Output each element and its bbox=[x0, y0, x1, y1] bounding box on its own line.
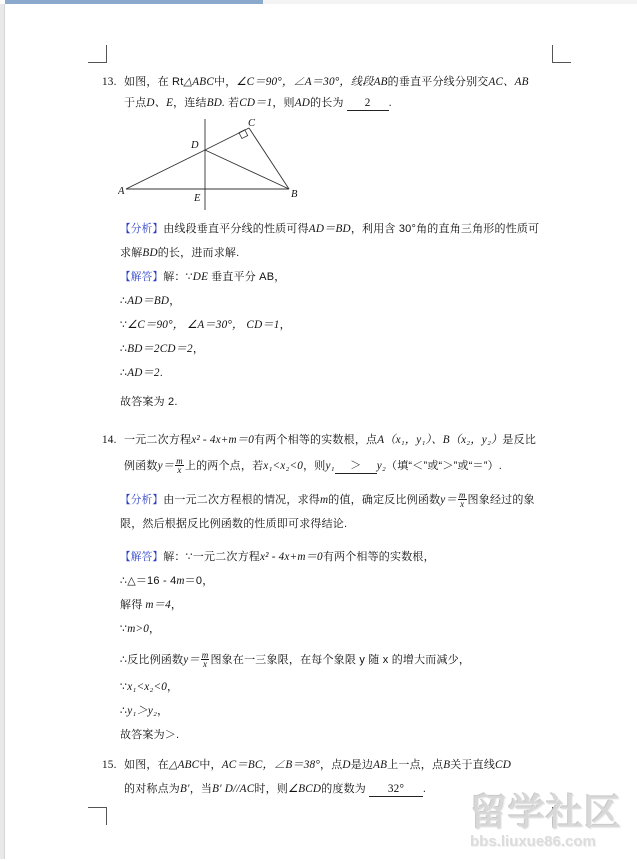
problem-15-number: 15. bbox=[102, 759, 117, 771]
p14-sol-1-math: m bbox=[176, 575, 185, 587]
problem-14-solution-line-7 bbox=[120, 704, 168, 718]
p13-l2-c: ，连结 bbox=[173, 97, 207, 109]
p14-an-1a: 由一元二次方程根的情况，求得 bbox=[163, 494, 320, 506]
p14-an-1m: m bbox=[320, 494, 329, 506]
p14-fraction-m-over-x bbox=[175, 457, 184, 474]
viewer-progress-bar[interactable] bbox=[5, 0, 263, 4]
problem-14-answer-blank[interactable]: ＞ bbox=[335, 459, 377, 474]
p15-l2-g: 的度数为 bbox=[321, 783, 367, 795]
p13-sol-2-suf: ， bbox=[279, 319, 291, 331]
problem-14-final-answer bbox=[120, 728, 179, 742]
p14-sol-0-b: 有两个相等的实数根， bbox=[322, 551, 435, 563]
p15-l2-b: B′ bbox=[180, 783, 190, 795]
p15-l1-k: 关于直线 bbox=[450, 759, 496, 771]
problem-14-solution-line-2 bbox=[120, 574, 213, 588]
p14-sol-5-a: ∵ bbox=[120, 681, 128, 693]
p13-l1-d: ∠C＝90°，∠A＝30°，线段 bbox=[236, 76, 374, 88]
problem-14-stem-line-1 bbox=[102, 433, 536, 447]
p13-l2-a: 于点 bbox=[124, 97, 147, 109]
p14-frac-denominator: x bbox=[177, 465, 182, 475]
p13-l2-b: D、E bbox=[146, 97, 174, 109]
svg-text:C: C bbox=[248, 118, 256, 129]
problem-14-solution-line-3 bbox=[120, 598, 182, 612]
problem-14-solution-line-4 bbox=[120, 622, 160, 636]
p14-sol-0-a: 解：∵一元二次方程 bbox=[163, 551, 260, 563]
p14-l2-d: （填“＜”或“＞”或“＝”）. bbox=[386, 460, 503, 472]
watermark-url-text: bbs.liuxue86.com bbox=[470, 833, 596, 850]
p14-l2-c: ，则 bbox=[303, 460, 326, 472]
p15-l1-e: ，点 bbox=[320, 759, 343, 771]
p15-l2-h: . bbox=[423, 783, 427, 795]
problem-13-solution-line-2 bbox=[120, 294, 180, 308]
p13-l1-a: 如图，在 Rt bbox=[124, 76, 184, 88]
p13-sol-2-pre: ∵ bbox=[120, 319, 128, 331]
p14-sol-5-b: ， bbox=[167, 681, 179, 693]
p14-sol-2-b: ， bbox=[170, 599, 183, 611]
problem-14-solution-line-5 bbox=[120, 651, 470, 668]
problem-13-answer-blank[interactable]: 2 bbox=[347, 96, 389, 111]
problem-13-solution-line-5 bbox=[120, 366, 163, 380]
p13-an-2b: 的长，进而求解. bbox=[157, 247, 240, 259]
p13-l2-i: 的长为 bbox=[310, 97, 344, 109]
p14-an-1fn: y＝ bbox=[440, 494, 457, 506]
problem-14-stem-line-2 bbox=[124, 457, 502, 474]
p13-sol-5-suf: 故答案为 2. bbox=[120, 396, 178, 408]
p14-sol-2-a: 解得 bbox=[120, 599, 143, 611]
svg-text:A: A bbox=[118, 186, 125, 197]
p15-l1-f: D bbox=[342, 759, 351, 771]
p14-sol-4-math: y＝ bbox=[183, 654, 200, 666]
p14-sol-4-a: ∴反比例函数 bbox=[120, 654, 184, 666]
p14-solution-fraction-m-over-x bbox=[201, 651, 210, 668]
problem-15-stem-line-1 bbox=[102, 758, 511, 772]
p14-solution-tag: 【解答】 bbox=[120, 551, 164, 563]
p14-sol-2-math: m＝4 bbox=[145, 599, 171, 611]
problem-13-analysis-line-2 bbox=[120, 246, 239, 260]
p14-l1-b: 有两个相等的实数根，点 bbox=[254, 434, 378, 446]
p14-sol-frac-denominator: x bbox=[203, 659, 208, 669]
p15-l1-i: 上一点，点 bbox=[387, 759, 444, 771]
p15-l2-a: 的对称点为 bbox=[124, 783, 180, 795]
p14-sol-6-a: ∴ bbox=[120, 705, 128, 717]
p13-solution-tag: 【解答】 bbox=[120, 271, 164, 283]
p14-l2-a: 例函数 bbox=[124, 460, 158, 472]
p14-l2-y2: y₂ bbox=[376, 460, 387, 472]
p14-sol-4-b: 图象在一三象限，在每个象限 y 随 x 的增大而减少， bbox=[210, 654, 471, 666]
p14-an-2: 限，然后根据反比例函数的性质即可求得结论. bbox=[120, 518, 348, 530]
p14-l2-fn: y＝ bbox=[157, 460, 175, 472]
p13-an-1a: 由线段垂直平分线的性质可得 bbox=[163, 223, 309, 235]
p13-sol-4-pre: ∴ bbox=[120, 367, 128, 379]
p15-l1-c: 中， bbox=[199, 759, 222, 771]
p14-an-1b: 的值，确定反比例函数 bbox=[328, 494, 441, 506]
p13-l2-j: . bbox=[388, 97, 392, 109]
viewer-top-strip bbox=[263, 0, 637, 4]
p13-l2-g: ，则 bbox=[272, 97, 295, 109]
p13-l1-b: △ABC bbox=[183, 76, 215, 88]
problem-13-analysis-line-1 bbox=[120, 222, 539, 236]
problem-14-number: 14. bbox=[102, 434, 117, 446]
problem-15-answer-blank[interactable]: 32° bbox=[369, 782, 423, 797]
p13-l2-f: CD＝1 bbox=[239, 97, 273, 109]
p13-sol-0-suf: 垂直平分 AB， bbox=[211, 271, 286, 283]
problem-13-stem-line-2 bbox=[124, 96, 392, 111]
problem-14-analysis-line-1 bbox=[120, 491, 535, 508]
p14-sol-3-b: ， bbox=[149, 623, 161, 635]
problem-13-solution-line-3 bbox=[120, 318, 291, 332]
problem-14-analysis-line-2 bbox=[120, 517, 347, 531]
p15-l1-a: 如图，在 bbox=[124, 759, 169, 771]
p13-sol-3-pre: ∴ bbox=[120, 343, 128, 355]
problem-13-stem-line-1 bbox=[102, 75, 529, 89]
p14-frac-numerator: m bbox=[176, 456, 183, 466]
document-content bbox=[6, 5, 637, 859]
p14-sol-frac-numerator: m bbox=[201, 650, 209, 660]
p15-l2-e: 时，则 bbox=[254, 783, 288, 795]
p13-sol-0-pre: 解：∵ bbox=[163, 271, 193, 283]
p14-l2-ineq: x₁<x₂<0 bbox=[263, 460, 304, 472]
problem-13-solution-line-1 bbox=[120, 270, 285, 284]
p14-sol-6-math: y₁＞y₂ bbox=[127, 705, 158, 717]
p13-sol-0-math: DE bbox=[192, 271, 209, 283]
p14-l2-b: 上的两个点，若 bbox=[184, 460, 264, 472]
problem-13-figure bbox=[118, 117, 323, 212]
p14-l2-y1: y₁ bbox=[325, 460, 335, 472]
p14-sol-3-a: ∵ bbox=[120, 623, 128, 635]
problem-13-final-answer bbox=[120, 395, 178, 409]
p15-l2-f: ∠BCD bbox=[287, 783, 322, 795]
p13-sol-3-math: BD＝2CD＝2 bbox=[127, 343, 193, 355]
p15-l2-c: ，当 bbox=[189, 783, 213, 795]
p15-l1-d: AC＝BC，∠B＝38° bbox=[221, 759, 321, 771]
p13-an-2m: BD bbox=[142, 247, 158, 259]
p13-an-1m: AD＝BD bbox=[308, 223, 351, 235]
p13-l1-e: AB bbox=[373, 76, 388, 88]
p14-l1-a: 一元二次方程 bbox=[124, 434, 192, 446]
p13-sol-3-suf: ， bbox=[192, 343, 205, 355]
document-page bbox=[6, 5, 637, 859]
p14-l1-eq: x² - 4x+m＝0 bbox=[191, 434, 255, 446]
p13-l1-g: AC、AB bbox=[488, 76, 529, 88]
p13-l2-d: BD. bbox=[206, 97, 226, 109]
p13-an-2a: 求解 bbox=[120, 247, 143, 259]
p15-l1-h: AB bbox=[373, 759, 388, 771]
p13-analysis-tag: 【分析】 bbox=[120, 223, 164, 235]
p13-sol-2-math: ∠C＝90°， ∠A＝30°， CD＝1 bbox=[127, 319, 280, 331]
problem-15-stem-line-2 bbox=[124, 782, 426, 797]
p14-an-1c: 图象经过的象 bbox=[467, 494, 535, 506]
p13-l2-e: 若 bbox=[228, 97, 240, 109]
p15-l2-d: B′ D//AC bbox=[212, 783, 255, 795]
p14-sol-3-math: m>0 bbox=[127, 623, 150, 635]
p13-l2-h: AD bbox=[294, 97, 311, 109]
svg-text:E: E bbox=[194, 193, 201, 204]
p13-l1-c: 中， bbox=[214, 76, 237, 88]
p14-l1-c: 是反比 bbox=[502, 434, 537, 446]
p15-l1-b: △ABC bbox=[168, 759, 200, 771]
p13-sol-4-math: AD＝2 bbox=[127, 367, 160, 379]
p15-l1-j: B bbox=[443, 759, 451, 771]
svg-text:B: B bbox=[291, 189, 298, 200]
p14-sol-5-math: x₁<x₂<0 bbox=[127, 681, 168, 693]
p14-an-frac-numerator: m bbox=[458, 490, 466, 500]
p14-sol-0-math: x² - 4x+m＝0 bbox=[260, 551, 323, 563]
problem-14-solution-line-6 bbox=[120, 680, 178, 694]
p14-analysis-tag: 【分析】 bbox=[120, 494, 164, 506]
p13-sol-1-suf: ， bbox=[169, 295, 181, 307]
p15-l1-l: CD bbox=[495, 759, 511, 771]
p13-sol-1-math: AD＝BD bbox=[127, 295, 170, 307]
p13-an-1b: ，利用含 30°角的直角三角形的性质可 bbox=[350, 223, 540, 235]
p15-l1-g: 是边 bbox=[350, 759, 374, 771]
problem-13-solution-line-4 bbox=[120, 342, 204, 356]
problem-13-number: 13. bbox=[102, 76, 117, 88]
p13-sol-4-suf: . bbox=[159, 367, 163, 379]
p14-sol-1-b: ＝0， bbox=[184, 575, 214, 587]
p14-analysis-fraction-m-over-x bbox=[458, 491, 467, 508]
p14-l1-pta: A（x₁，y₁）、B（x₂，y₂） bbox=[377, 434, 503, 446]
p14-sol-1-a: ∴△＝16 - 4 bbox=[120, 575, 177, 587]
problem-14-solution-line-1 bbox=[120, 550, 435, 564]
svg-text:D: D bbox=[191, 140, 199, 151]
p14-sol-7-b: 故答案为＞. bbox=[120, 729, 180, 741]
p13-l1-f: 的垂直平分线分别交 bbox=[387, 76, 489, 88]
viewer-left-rail[interactable] bbox=[0, 4, 5, 859]
p14-an-frac-denominator: x bbox=[460, 499, 465, 509]
watermark-chinese-text: 留学社区 bbox=[470, 792, 622, 833]
p14-sol-6-b: ， bbox=[157, 705, 169, 717]
p13-sol-1-pre: ∴ bbox=[120, 295, 128, 307]
